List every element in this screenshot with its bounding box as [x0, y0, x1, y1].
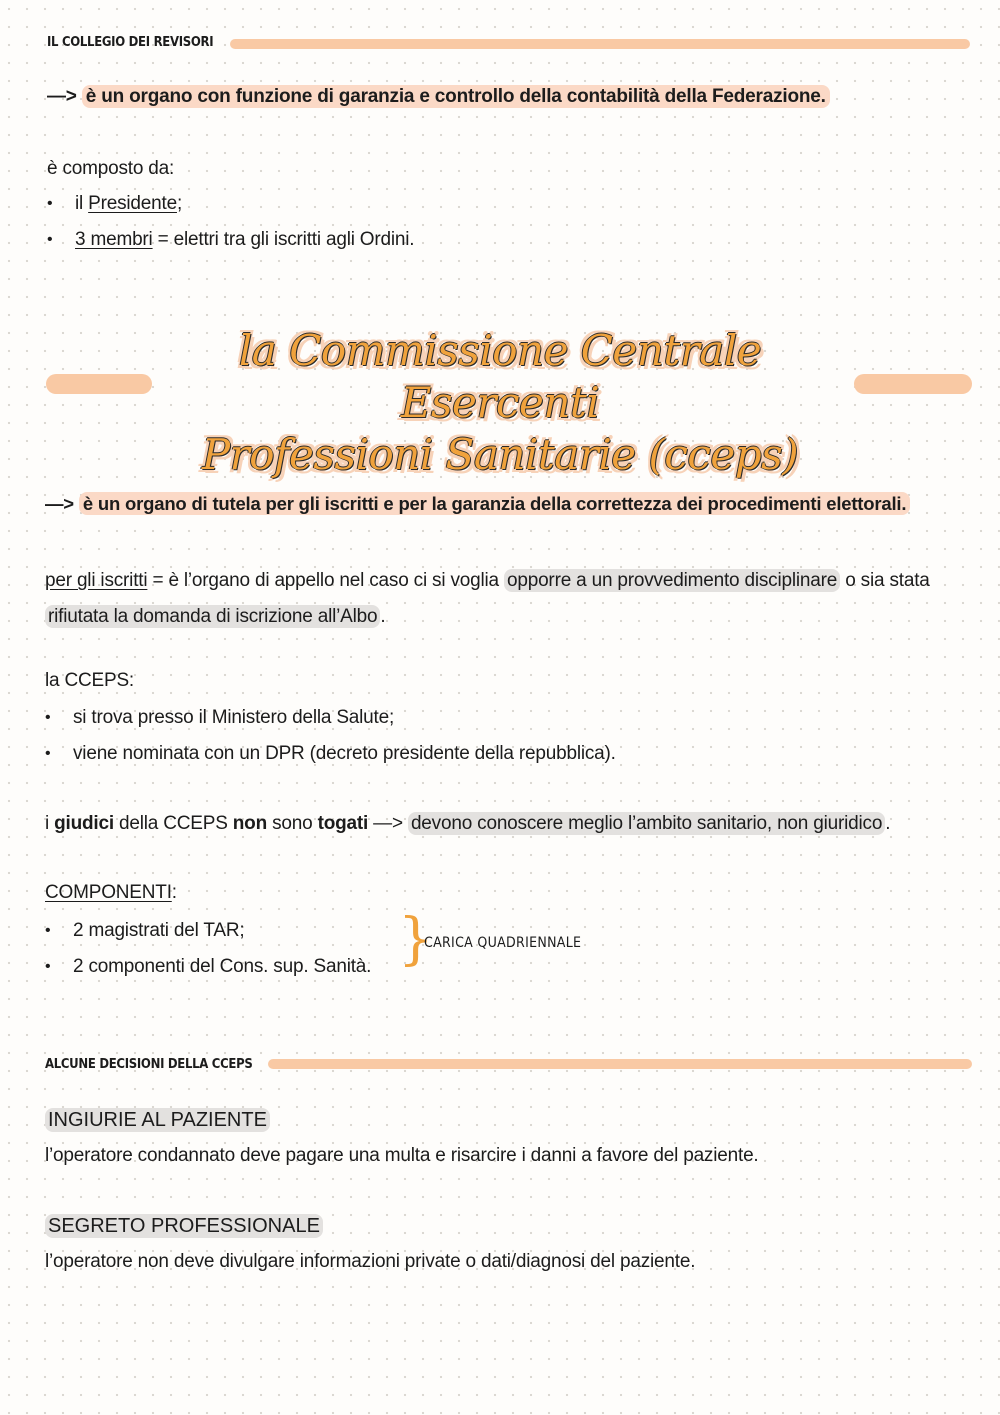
highlight: opporre a un provvedimento disciplinare	[504, 569, 840, 592]
lacceps-intro: la CCEPS:	[45, 670, 135, 691]
collegio-definition: è un organo con funzione di garanzia e controllo della contabilità della Federazione.	[82, 85, 830, 108]
list-item: • 2 magistrati del TAR;	[45, 913, 371, 949]
cceps-definition: è un organo di tutela per gli iscritti e per la garanzia della correttezza dei procedimenti elettorali.	[79, 492, 910, 515]
underlined-term: 3 membri	[75, 229, 153, 250]
componenti-heading: COMPONENTI:	[45, 882, 177, 903]
list-item: • viene nominata con un DPR (decreto presidente della repubblica).	[45, 736, 616, 772]
underlined-term: Presidente	[88, 193, 177, 214]
section-title-collegio: IL COLLEGIO DEI REVISORI	[47, 35, 214, 50]
list-item: • 3 membri = elettri tra gli iscritti agli Ordini.	[47, 222, 414, 258]
list-item: • si trova presso il Ministero della Salute;	[45, 700, 616, 736]
title-side-bar-right	[854, 374, 972, 394]
section-divider-bar	[230, 39, 970, 49]
decision-text-segreto: l’operatore non deve divulgare informazioni private o dati/diagnosi del paziente.	[45, 1251, 696, 1272]
decision-heading-ingiurie: INGIURIE AL PAZIENTE	[45, 1109, 270, 1132]
section-title-decisioni: ALCUNE DECISIONI DELLA CCEPS	[45, 1057, 253, 1072]
carica-note: CARICA QUADRIENNALE	[424, 935, 582, 951]
list-item: • il Presidente;	[47, 186, 414, 222]
arrow: —>	[45, 493, 74, 514]
arrow: —>	[47, 86, 77, 107]
cceps-iscritti-paragraph: per gli iscritti = è l’organo di appello nel caso ci si voglia opporre a un provvedimento disciplinare o sia stata rifiutata la domanda di iscrizione all’Albo .	[45, 570, 930, 627]
collegio-members-list	[47, 186, 414, 258]
decision-heading-segreto: SEGRETO PROFESSIONALE	[45, 1215, 323, 1238]
title-side-bar-left	[46, 374, 152, 394]
iscritti-label: per gli iscritti	[45, 570, 148, 591]
decision-text-ingiurie: l’operatore condannato deve pagare una multa e risarcire i danni a favore del paziente.	[45, 1145, 759, 1166]
cceps-definition-line	[45, 493, 910, 515]
highlight: devono conoscere meglio l’ambito sanitario, non giuridico	[408, 812, 885, 835]
collegio-composed-intro: è composto da:	[47, 158, 175, 179]
list-item: • 2 componenti del Cons. sup. Sanità.	[45, 949, 371, 985]
componenti-list	[45, 913, 371, 985]
lacceps-list	[45, 700, 616, 772]
giudici-paragraph: i giudici della CCEPS non sono togati —> devono conoscere meglio l’ambito sanitario, non giuridico .	[45, 813, 891, 834]
cceps-title: la Commissione Centrale Esercenti Professioni Sanitarie (cceps)	[201, 326, 799, 479]
section-divider-bar	[268, 1059, 972, 1069]
collegio-definition-line	[47, 86, 830, 108]
curly-brace-icon: }	[398, 907, 434, 972]
highlight: rifiutata la domanda di iscrizione all’Albo	[45, 605, 380, 628]
